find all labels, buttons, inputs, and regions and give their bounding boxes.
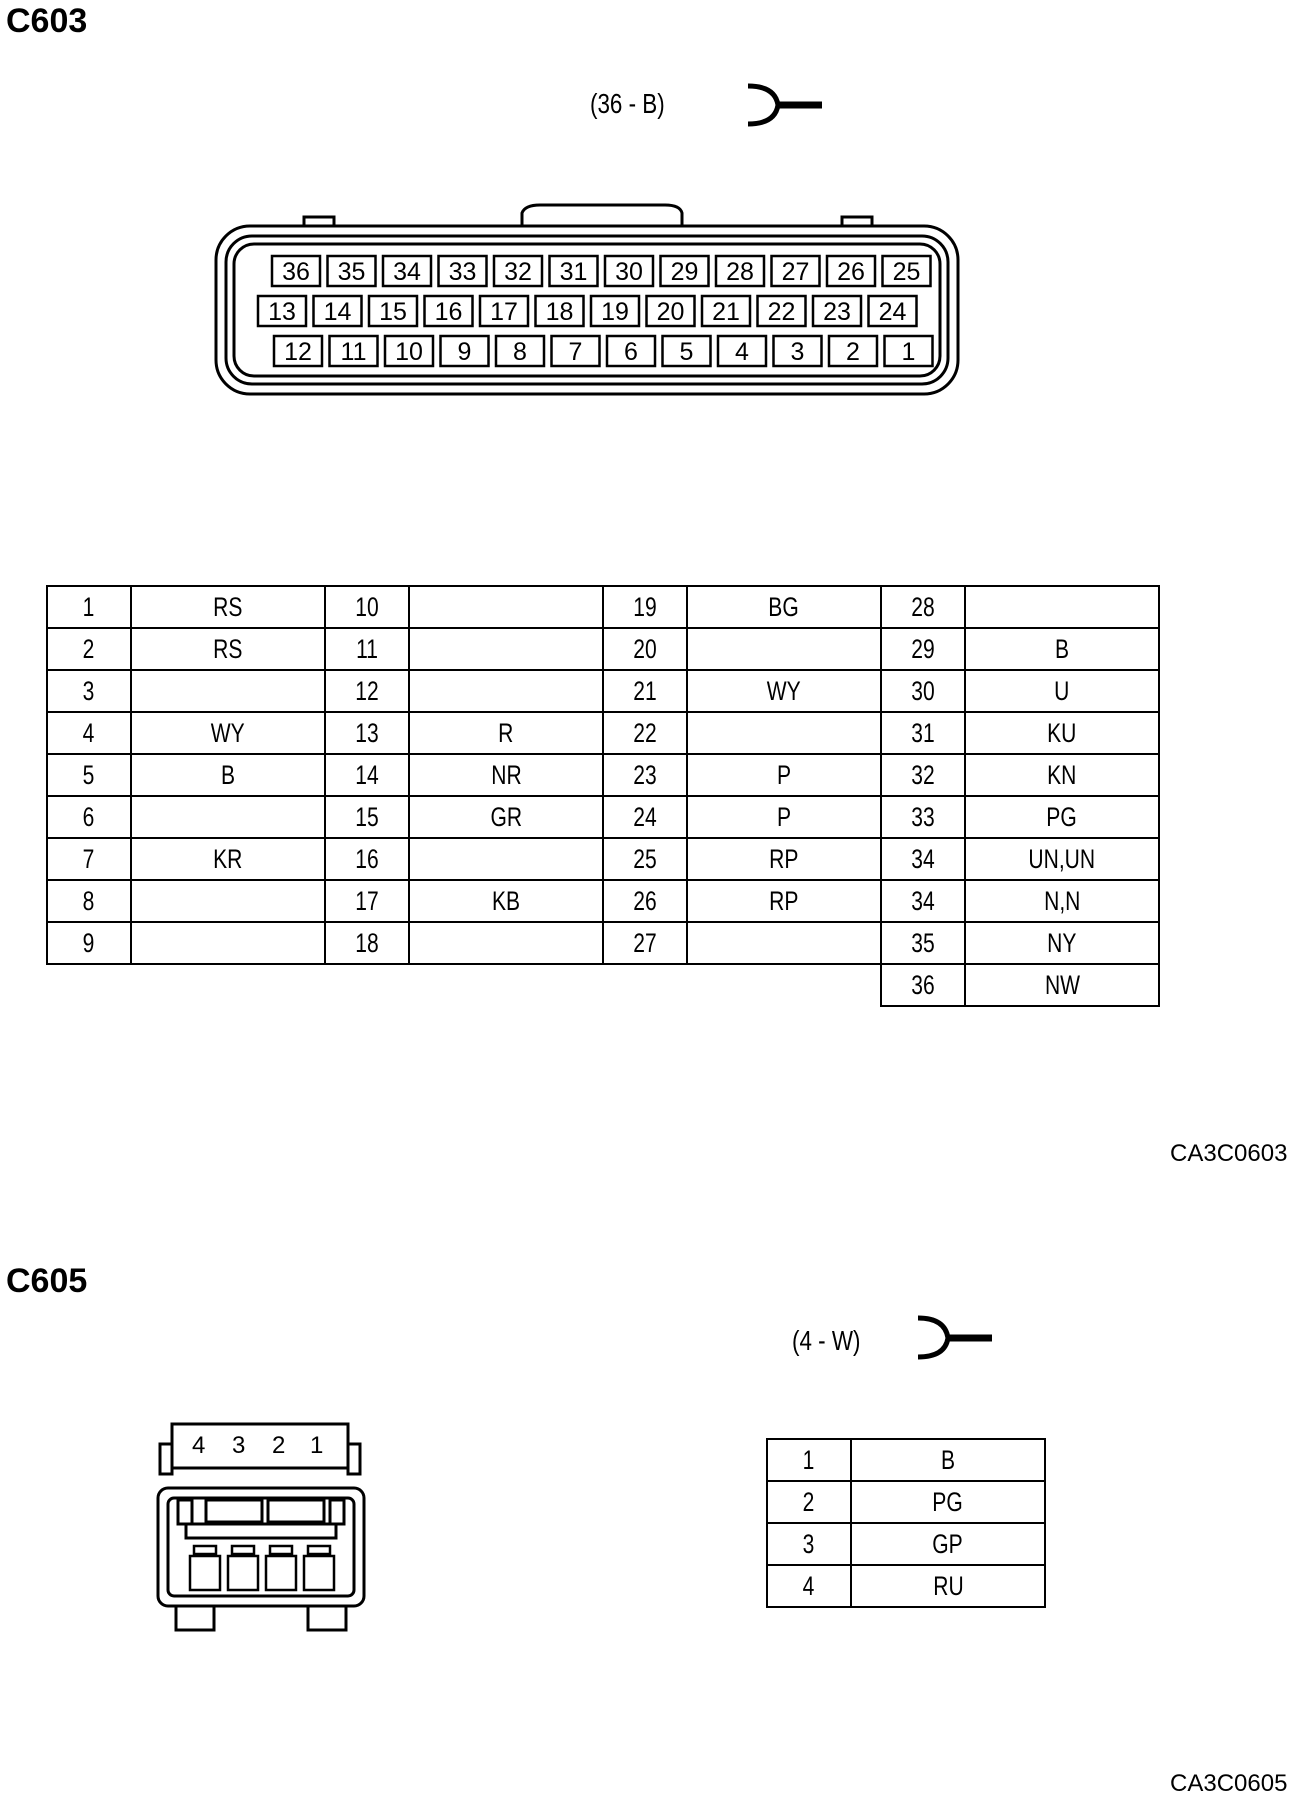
wire-color: B bbox=[1054, 633, 1070, 664]
wire-color: WY bbox=[767, 675, 801, 706]
wire-color: RU bbox=[932, 1570, 964, 1601]
female-terminal-icon bbox=[918, 1318, 992, 1357]
c605-pin-table bbox=[766, 1438, 1046, 1608]
pin-number: 6 bbox=[83, 801, 95, 832]
wire-color-cell bbox=[687, 922, 881, 964]
c603-title: C603 bbox=[6, 2, 88, 40]
pin-number-cell bbox=[325, 670, 409, 712]
table-row bbox=[47, 712, 1159, 754]
pin-number-cell bbox=[603, 880, 687, 922]
table-row bbox=[767, 1439, 1045, 1481]
wire-color-cell bbox=[131, 754, 325, 796]
pin-number-cell bbox=[47, 838, 131, 880]
wire-color: NY bbox=[1047, 927, 1077, 958]
c605-reference: CA3C0605 bbox=[1170, 1770, 1288, 1797]
pin-number: 36 bbox=[911, 969, 935, 1000]
pin-number: 5 bbox=[83, 759, 95, 790]
c603-pin-table bbox=[46, 585, 1160, 1007]
pin-cavity-label: 31 bbox=[559, 258, 588, 286]
terminal-cavity bbox=[190, 1556, 220, 1590]
c605-face-label: 1 bbox=[310, 1432, 324, 1459]
pin-number: 1 bbox=[803, 1444, 815, 1475]
pin-number: 2 bbox=[803, 1486, 815, 1517]
pin-cavity-label: 27 bbox=[781, 258, 810, 286]
pin-cavity-label: 33 bbox=[448, 258, 477, 286]
pin-number-cell bbox=[325, 838, 409, 880]
pin-number: 3 bbox=[83, 675, 95, 706]
wire-color-cell bbox=[131, 628, 325, 670]
pin-cavity-label: 20 bbox=[656, 298, 685, 326]
pin-number-cell bbox=[603, 796, 687, 838]
pin-number-cell bbox=[47, 628, 131, 670]
wire-color-cell bbox=[965, 880, 1159, 922]
wire-color-cell bbox=[851, 1481, 1045, 1523]
pin-number: 21 bbox=[633, 675, 657, 706]
wire-color: KN bbox=[1047, 759, 1077, 790]
wire-color-cell bbox=[851, 1439, 1045, 1481]
wire-color-cell bbox=[131, 922, 325, 964]
pin-cavity-label: 19 bbox=[601, 298, 629, 326]
wire-color-cell bbox=[687, 586, 881, 628]
empty-cell bbox=[325, 964, 409, 1006]
pin-number-cell bbox=[881, 838, 965, 880]
wire-color-cell bbox=[687, 796, 881, 838]
pin-number-cell bbox=[767, 1565, 851, 1607]
wire-color: PG bbox=[1046, 801, 1078, 832]
pin-number-cell bbox=[47, 586, 131, 628]
pin-number: 28 bbox=[911, 591, 935, 622]
pin-number-cell bbox=[603, 754, 687, 796]
wire-color-cell bbox=[965, 754, 1159, 796]
pin-number-cell bbox=[603, 628, 687, 670]
table-row bbox=[47, 670, 1159, 712]
pin-number: 30 bbox=[911, 675, 935, 706]
pin-cavity-label: 18 bbox=[545, 298, 574, 326]
table-row bbox=[47, 964, 1159, 1006]
wire-color-cell bbox=[409, 796, 603, 838]
pin-number: 18 bbox=[355, 927, 379, 958]
pin-number-cell bbox=[881, 586, 965, 628]
c605-face-label: 4 bbox=[192, 1432, 206, 1459]
pin-number: 8 bbox=[83, 885, 95, 916]
wire-color-cell bbox=[131, 586, 325, 628]
pin-number: 32 bbox=[911, 759, 935, 790]
pin-cavity-label: 24 bbox=[878, 298, 907, 326]
pin-number: 9 bbox=[83, 927, 95, 958]
pin-number-cell bbox=[47, 922, 131, 964]
pin-cavity-label: 15 bbox=[379, 298, 407, 326]
wire-color-cell bbox=[851, 1565, 1045, 1607]
pin-number: 20 bbox=[633, 633, 657, 664]
table-row bbox=[47, 880, 1159, 922]
pin-cavity-label: 36 bbox=[282, 258, 310, 286]
wire-color: KB bbox=[491, 885, 521, 916]
c603-reference: CA3C0603 bbox=[1170, 1140, 1288, 1167]
pin-number-cell bbox=[881, 628, 965, 670]
pin-number: 1 bbox=[83, 591, 95, 622]
female-terminal-icon bbox=[748, 86, 822, 124]
pin-number: 13 bbox=[355, 717, 379, 748]
empty-cell bbox=[409, 964, 603, 1006]
pin-number: 34 bbox=[911, 843, 935, 874]
terminal-latch bbox=[232, 1546, 254, 1554]
wire-color: WY bbox=[211, 717, 245, 748]
wire-color: KU bbox=[1047, 717, 1077, 748]
terminal-latch bbox=[194, 1546, 216, 1554]
table-row bbox=[767, 1523, 1045, 1565]
pin-number-cell bbox=[881, 880, 965, 922]
pin-number: 22 bbox=[633, 717, 657, 748]
wire-color: RP bbox=[769, 843, 799, 874]
wire-color: B bbox=[940, 1444, 956, 1475]
terminal-latch bbox=[308, 1546, 330, 1554]
pin-cavity-label: 4 bbox=[735, 338, 749, 366]
wire-color: B bbox=[220, 759, 236, 790]
pin-number: 4 bbox=[803, 1570, 815, 1601]
pin-cavity-label: 11 bbox=[340, 338, 367, 366]
c605-face-labels bbox=[180, 1430, 340, 1460]
pin-cavity-label: 23 bbox=[823, 298, 851, 326]
wire-color-cell bbox=[409, 712, 603, 754]
terminal-cavity bbox=[228, 1556, 258, 1590]
wire-color-cell bbox=[687, 628, 881, 670]
pin-number-cell bbox=[325, 796, 409, 838]
pin-number-cell bbox=[47, 712, 131, 754]
table-row bbox=[47, 586, 1159, 628]
pin-cavity-label: 34 bbox=[393, 258, 421, 286]
pin-cavity-label: 9 bbox=[457, 338, 472, 366]
pin-cavity-label: 7 bbox=[568, 338, 583, 366]
pin-cavity-label: 25 bbox=[892, 258, 921, 286]
pin-number-cell bbox=[881, 796, 965, 838]
wire-color-cell bbox=[851, 1523, 1045, 1565]
wire-color-cell bbox=[965, 586, 1159, 628]
pin-cavity-label: 21 bbox=[712, 298, 740, 326]
pin-cavity-label: 35 bbox=[337, 258, 366, 286]
wire-color-cell bbox=[409, 880, 603, 922]
pin-cavity-label: 13 bbox=[268, 298, 296, 326]
pin-number: 16 bbox=[355, 843, 379, 874]
pin-cavity-label: 8 bbox=[513, 338, 527, 366]
wire-color-cell bbox=[965, 712, 1159, 754]
pin-number-cell bbox=[767, 1439, 851, 1481]
pin-cavity-label: 16 bbox=[434, 298, 463, 326]
c603-connector-code: (36 - B) bbox=[590, 88, 665, 119]
wire-color: NW bbox=[1044, 969, 1080, 1000]
pin-number: 19 bbox=[633, 591, 657, 622]
pin-number: 14 bbox=[355, 759, 379, 790]
pin-number: 23 bbox=[633, 759, 657, 790]
pin-number-cell bbox=[47, 796, 131, 838]
wire-color: BG bbox=[768, 591, 800, 622]
wire-color-cell bbox=[687, 754, 881, 796]
pin-number: 10 bbox=[355, 591, 379, 622]
pin-number: 26 bbox=[633, 885, 657, 916]
table-row bbox=[47, 754, 1159, 796]
pin-number-cell bbox=[325, 712, 409, 754]
c603-cavities bbox=[258, 256, 933, 366]
pin-number-cell bbox=[47, 754, 131, 796]
pin-cavity-label: 22 bbox=[767, 298, 796, 326]
pin-number: 12 bbox=[355, 675, 379, 706]
pin-cavity-label: 5 bbox=[679, 338, 694, 366]
wire-color-cell bbox=[965, 796, 1159, 838]
pin-number: 33 bbox=[911, 801, 935, 832]
wire-color-cell bbox=[131, 880, 325, 922]
pin-number: 17 bbox=[355, 885, 379, 916]
pin-number: 34 bbox=[911, 885, 935, 916]
table-row bbox=[47, 838, 1159, 880]
pin-cavity-label: 32 bbox=[504, 258, 532, 286]
pin-number-cell bbox=[325, 628, 409, 670]
wire-color-cell bbox=[687, 712, 881, 754]
c605-connector-code: (4 - W) bbox=[792, 1325, 861, 1356]
wire-color: U bbox=[1054, 675, 1070, 706]
pin-number: 2 bbox=[83, 633, 95, 664]
pin-cavity-label: 3 bbox=[790, 338, 805, 366]
wire-color-cell bbox=[131, 796, 325, 838]
wire-color-cell bbox=[687, 670, 881, 712]
terminal-cavity bbox=[304, 1556, 334, 1590]
pin-number-cell bbox=[47, 880, 131, 922]
pin-cavity-label: 29 bbox=[670, 258, 699, 286]
wire-color: PG bbox=[932, 1486, 964, 1517]
wire-color: RS bbox=[213, 633, 243, 664]
table-row bbox=[767, 1565, 1045, 1607]
pin-number: 7 bbox=[83, 843, 95, 874]
pin-number-cell bbox=[881, 754, 965, 796]
empty-cell bbox=[47, 964, 131, 1006]
wire-color: GP bbox=[932, 1528, 964, 1559]
wire-color-cell bbox=[409, 754, 603, 796]
pin-number-cell bbox=[767, 1523, 851, 1565]
pin-number-cell bbox=[47, 670, 131, 712]
pin-number: 27 bbox=[633, 927, 657, 958]
pin-number: 35 bbox=[911, 927, 935, 958]
wire-color: P bbox=[776, 801, 792, 832]
pin-number: 24 bbox=[633, 801, 657, 832]
pin-cavity-label: 14 bbox=[323, 298, 352, 326]
pin-cavity-label: 1 bbox=[901, 338, 916, 366]
pin-number-cell bbox=[325, 754, 409, 796]
wire-color-cell bbox=[409, 586, 603, 628]
pin-cavity-label: 26 bbox=[837, 258, 865, 286]
pin-cavity-label: 17 bbox=[490, 298, 518, 326]
pin-number: 4 bbox=[83, 717, 95, 748]
terminal-latch bbox=[270, 1546, 292, 1554]
table-row bbox=[47, 628, 1159, 670]
pin-number-cell bbox=[325, 922, 409, 964]
pin-cavity-label: 12 bbox=[284, 338, 312, 366]
wire-color-cell bbox=[687, 838, 881, 880]
pin-number-cell bbox=[881, 712, 965, 754]
pin-number-cell bbox=[881, 670, 965, 712]
wire-color-cell bbox=[131, 670, 325, 712]
pin-number: 31 bbox=[911, 717, 935, 748]
terminal-cavity bbox=[266, 1556, 296, 1590]
pin-number-cell bbox=[603, 838, 687, 880]
pin-number: 29 bbox=[911, 633, 935, 664]
pin-cavity-label: 30 bbox=[615, 258, 643, 286]
pin-number: 25 bbox=[633, 843, 657, 874]
pin-number: 3 bbox=[803, 1528, 815, 1559]
wire-color: UN,UN bbox=[1028, 843, 1096, 874]
wire-color: RP bbox=[769, 885, 799, 916]
pin-number-cell bbox=[603, 712, 687, 754]
wire-color-cell bbox=[409, 670, 603, 712]
pin-number-cell bbox=[603, 670, 687, 712]
pin-number-cell bbox=[881, 964, 965, 1006]
wire-color-cell bbox=[687, 880, 881, 922]
pin-number-cell bbox=[325, 880, 409, 922]
table-row bbox=[767, 1481, 1045, 1523]
pin-number-cell bbox=[767, 1481, 851, 1523]
wire-color: GR bbox=[490, 801, 522, 832]
wire-color-cell bbox=[409, 628, 603, 670]
wire-color-cell bbox=[131, 712, 325, 754]
wire-color: R bbox=[498, 717, 514, 748]
pin-cavity-label: 2 bbox=[846, 338, 860, 366]
pin-cavity-label: 28 bbox=[726, 258, 754, 286]
wire-color: KR bbox=[213, 843, 243, 874]
wire-color-cell bbox=[965, 628, 1159, 670]
pin-number-cell bbox=[603, 586, 687, 628]
wire-color-cell bbox=[965, 922, 1159, 964]
c605-face-label: 3 bbox=[232, 1432, 246, 1459]
wire-color-cell bbox=[409, 922, 603, 964]
wire-color: P bbox=[776, 759, 792, 790]
wire-color: RS bbox=[213, 591, 243, 622]
empty-cell bbox=[687, 964, 881, 1006]
wire-color-cell bbox=[409, 838, 603, 880]
wire-color-cell bbox=[965, 670, 1159, 712]
table-row bbox=[47, 922, 1159, 964]
pin-cavity-label: 6 bbox=[624, 338, 638, 366]
wire-color: N,N bbox=[1043, 885, 1081, 916]
table-row bbox=[47, 796, 1159, 838]
empty-cell bbox=[131, 964, 325, 1006]
c605-title: C605 bbox=[6, 1262, 88, 1300]
c605-face-label: 2 bbox=[272, 1432, 286, 1459]
pin-cavity-label: 10 bbox=[395, 338, 423, 366]
pin-number: 11 bbox=[356, 633, 378, 664]
pin-number-cell bbox=[325, 586, 409, 628]
wire-color: NR bbox=[490, 759, 522, 790]
pin-number-cell bbox=[881, 922, 965, 964]
wire-color-cell bbox=[131, 838, 325, 880]
wire-color-cell bbox=[965, 964, 1159, 1006]
empty-cell bbox=[603, 964, 687, 1006]
pin-number: 15 bbox=[355, 801, 379, 832]
pin-number-cell bbox=[603, 922, 687, 964]
wire-color-cell bbox=[965, 838, 1159, 880]
